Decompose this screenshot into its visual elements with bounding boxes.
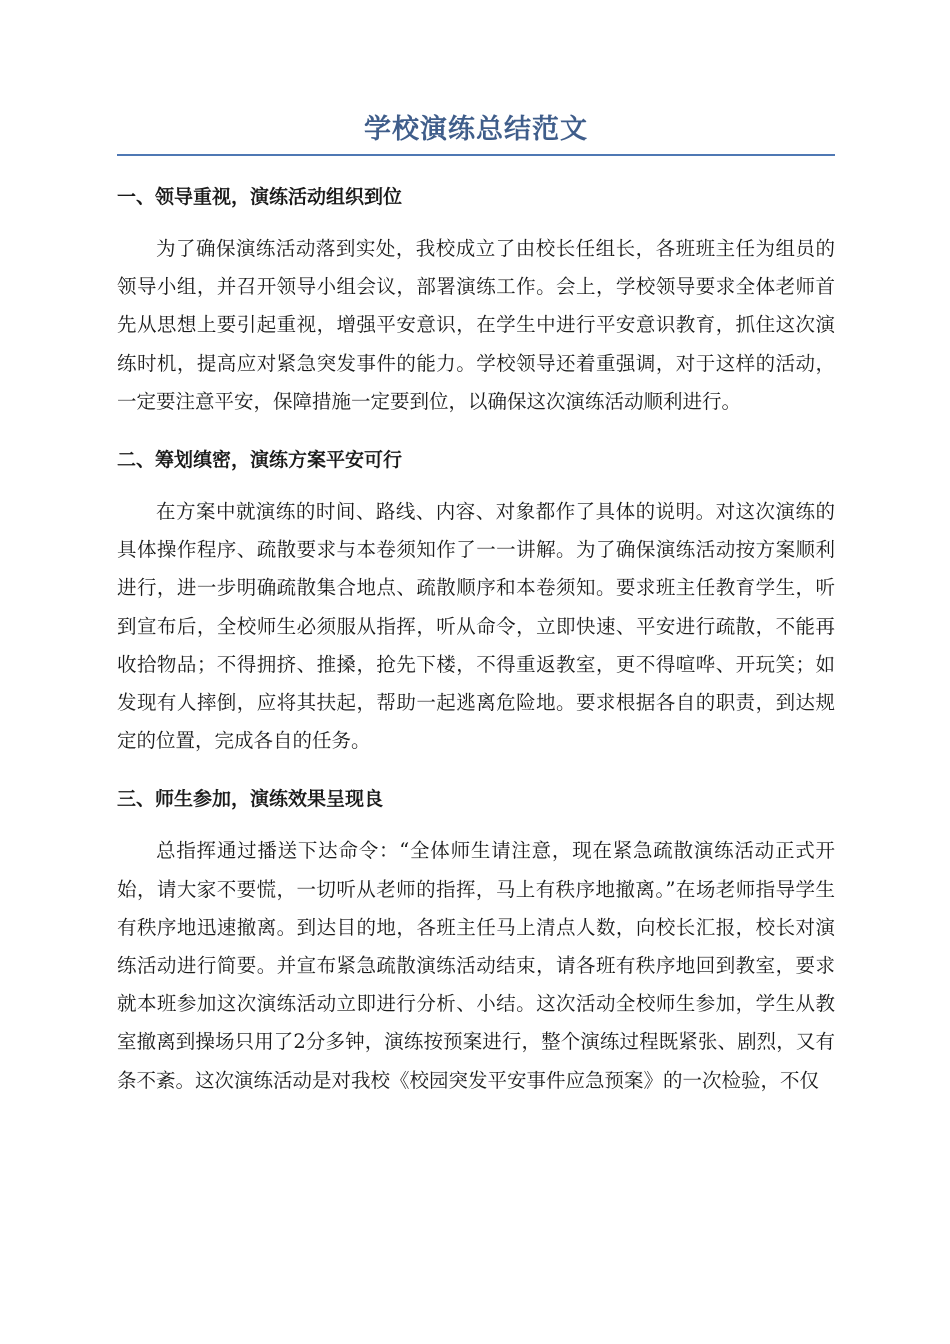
section-3 <box>117 786 835 1099</box>
document-title: 学校演练总结范文 <box>117 108 835 156</box>
section-heading: 三、师生参加，演练效果呈现良 <box>117 788 384 811</box>
section-heading: 二、筹划缜密，演练方案平安可行 <box>117 449 403 472</box>
section-1 <box>117 184 835 421</box>
document-page <box>117 108 835 1100</box>
section-2 <box>117 447 835 760</box>
section-paragraph: 在方案中就演练的时间、路线、内容、对象都作了具体的说明。对这次演练的具体操作程序、疏散要求与本卷须知作了一一讲解。为了确保演练活动按方案顺利进行，进一步明确疏散集合地点、疏散顺序和本卷须知。要求班主任教育学生，听到宣布后，全校师生必须服从指挥，听从命令，立即快速、平安进行疏散，不能再收拾物品；不得拥挤、推搡，抢先下楼，不得重返教室，更不得喧哗、开玩笑；如发现有人摔倒，应将其扶起，帮助一起逃离危险地。要求根据各自的职责，到达规定的位置，完成各自的任务。 <box>117 500 835 753</box>
section-paragraph: 为了确保演练活动落到实处，我校成立了由校长任组长，各班班主任为组员的领导小组，并召开领导小组会议，部署演练工作。会上，学校领导要求全体老师首先从思想上要引起重视，增强平安意识，在学生中进行平安意识教育，抓住这次演练时机，提高应对紧急突发事件的能力。学校领导还着重强调，对于这样的活动，一定要注意平安，保障措施一定要到位，以确保这次演练活动顺利进行。 <box>117 237 835 413</box>
section-heading: 一、领导重视，演练活动组织到位 <box>117 186 403 208</box>
section-paragraph: 总指挥通过播送下达命令：“全体师生请注意，现在紧急疏散演练活动正式开始，请大家不要慌，一切听从老师的指挥，马上有秩序地撤离。”在场老师指导学生有秩序地迅速撤离。到达目的地，各班主任马上清点人数，向校长汇报，校长对演练活动进行简要。并宣布紧急疏散演练活动结束，请各班有秩序地回到教室，要求就本班参加这次演练活动立即进行分析、小结。这次活动全校师生参加，学生从教室撤离到操场只用了2分多钟，演练按预案进行，整个演练过程既紧张、剧烈，又有条不紊。这次演练活动是对我校《校园突发平安事件应急预案》的一次检验，不仅 <box>117 839 835 1092</box>
